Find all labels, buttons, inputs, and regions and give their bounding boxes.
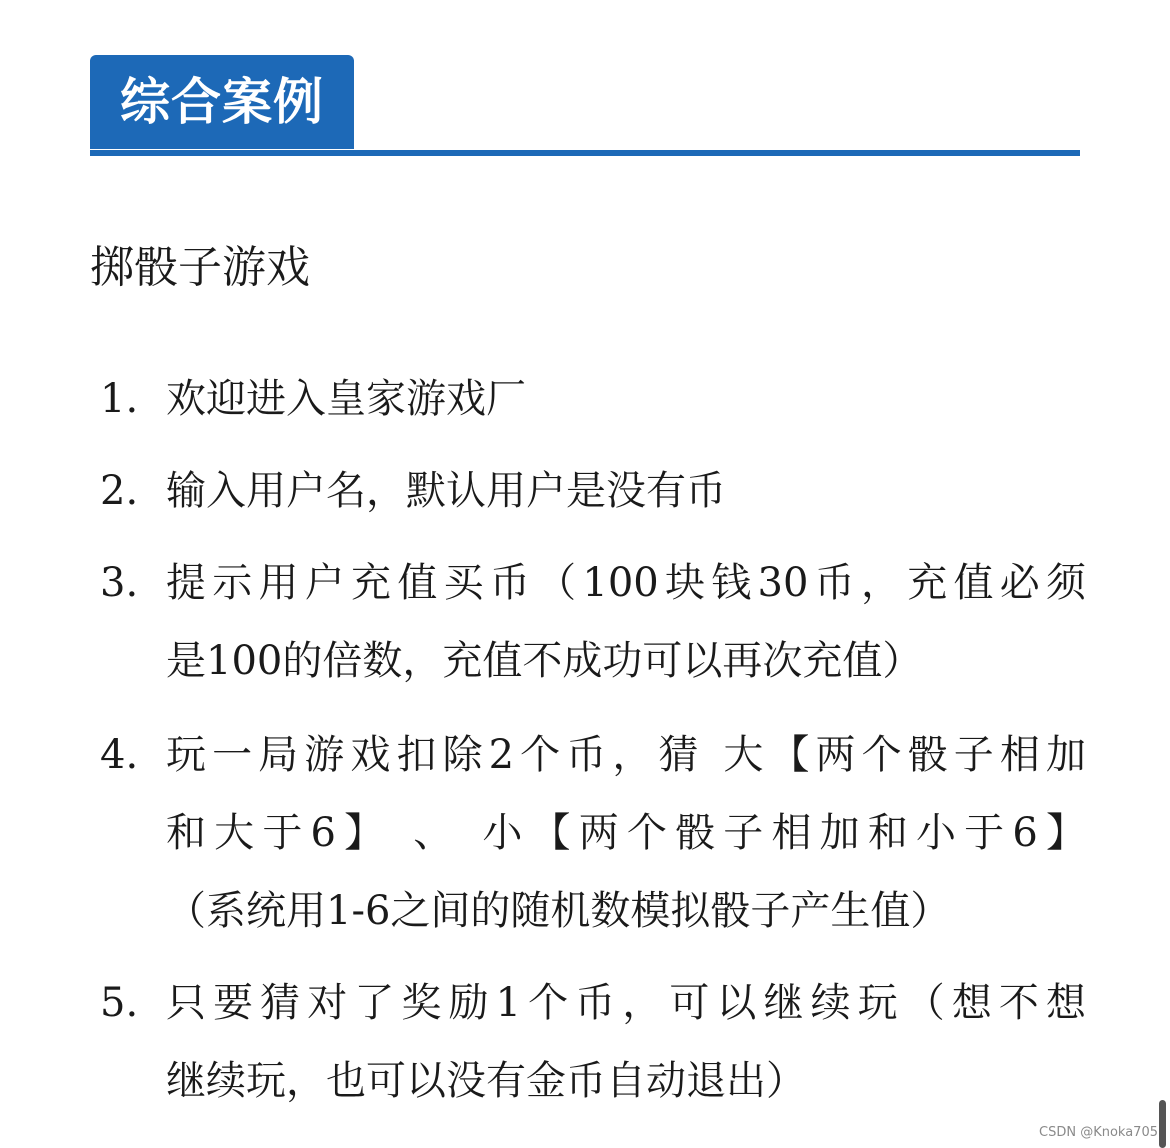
csdn-watermark: CSDN @Knoka705 [1039,1125,1158,1140]
scrollbar-thumb[interactable] [1159,1100,1166,1148]
list-item-text [166,544,1086,700]
list-item-text [166,360,1086,438]
list-item-line: 欢迎进入皇家游戏厂 [166,376,526,422]
list-item-line: 输入用户名，默认用户是没有币 [166,468,726,514]
list-item-number: 3. [100,560,139,606]
list-item-line: 是100的倍数，充值不成功可以再次充值） [166,638,923,684]
list-item-line: 只要猜对了奖励1个币，可以继续玩（想不想 [166,980,1086,1026]
list-item-line: 和大于6】 、 小【两个骰子相加和小于6】 [166,810,1086,856]
list-item-line: 玩一局游戏扣除2个币，猜 大【两个骰子相加 [166,732,1086,778]
list-item-number: 1. [100,376,139,422]
list-item-text [166,452,1086,530]
header-divider [90,150,1080,156]
section-title: 综合案例 [120,73,324,131]
list-item-line: 继续玩，也可以没有金币自动退出） [166,1058,806,1104]
list-item-number: 4. [100,732,139,778]
list-item-number: 5. [100,980,139,1026]
list-item-number: 2. [100,468,139,514]
page-subtitle: 掷骰子游戏 [90,242,310,293]
list-item-text [166,964,1086,1120]
list-item-line: （系统用1-6之间的随机数模拟骰子产生值） [166,888,951,934]
list-item-text [166,716,1086,950]
section-header-tab [90,55,354,149]
list-item-line: 提示用户充值买币（100块钱30币，充值必须 [166,560,1086,606]
